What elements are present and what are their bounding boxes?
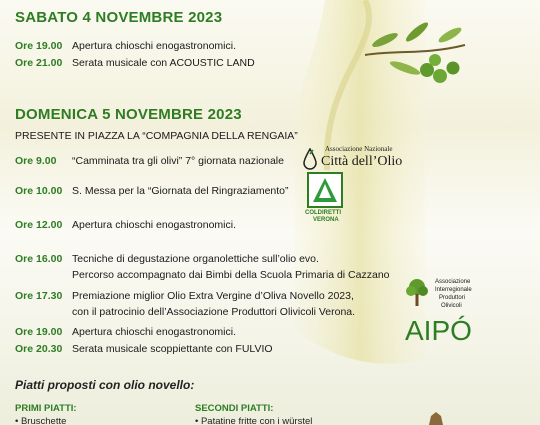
saturday-time-2: Ore 21.00 (15, 57, 63, 69)
sunday-event-5: Premiazione miglior Olio Extra Vergine d’Oliva Novello 2023, (72, 290, 354, 302)
sunday-time-5: Ore 17.30 (15, 290, 63, 302)
aipo-line-3: Produttori (439, 295, 466, 301)
emblem-icon (427, 412, 445, 425)
sunday-intro: PRESENTE IN PIAZZA LA “COMPAGNIA DELLA RENGAIA” (15, 130, 298, 142)
sunday-time-4: Ore 16.00 (15, 253, 63, 265)
olive-branch-icon (355, 10, 470, 100)
saturday-event-1: Apertura chioschi enogastronomici. (72, 40, 237, 52)
sunday-time-2: Ore 10.00 (15, 185, 63, 197)
coldiretti-emblem-icon (307, 172, 343, 208)
aipo-line-2: Interregionale (435, 287, 472, 293)
olive-drop-icon (303, 148, 317, 170)
first-course-item: • Bruschette (15, 416, 67, 425)
sunday-time-6: Ore 19.00 (15, 326, 63, 338)
aipo-line-1: Associazione (435, 279, 471, 285)
sunday-time-1: Ore 9.00 (15, 155, 57, 167)
second-course-item: • Patatine fritte con i würstel (195, 416, 313, 425)
saturday-time-1: Ore 19.00 (15, 40, 63, 52)
coldiretti-verona-logo (305, 172, 345, 227)
aipo-logo (405, 277, 495, 352)
saturday-event-2: Serata musicale con ACOUSTIC LAND (72, 57, 255, 69)
sunday-event-5-line-2: con il patrocinio dell’Associazione Produttori Olivicoli Verona. (72, 306, 356, 318)
sunday-title: DOMENICA 5 NOVEMBRE 2023 (15, 106, 242, 123)
dishes-title: Piatti proposti con olio novello: (15, 378, 195, 392)
sunday-time-3: Ore 12.00 (15, 219, 63, 231)
citta-dell-olio-logo (303, 143, 403, 173)
sunday-event-3: Apertura chioschi enogastronomici. (72, 219, 237, 231)
sunday-event-1: “Camminata tra gli olivi” 7° giornata nazionale (72, 155, 284, 167)
coldiretti-line-1: COLDIRETTI (305, 210, 341, 216)
sunday-time-7: Ore 20.30 (15, 343, 63, 355)
coldiretti-line-2: VERONA (313, 217, 339, 223)
aipo-name: AIPÓ (405, 315, 472, 346)
sunday-event-6: Apertura chioschi enogastronomici. (72, 326, 237, 338)
sunday-event-2: S. Messa per la “Giornata del Ringraziamento” (72, 185, 289, 197)
sunday-event-4-line-2: Percorso accompagnato dai Bimbi della Scuola Primaria di Cazzano (72, 269, 390, 281)
citta-logo-line-2: Città dell’Olio (321, 154, 403, 169)
olive-tree-icon (405, 277, 429, 309)
aipo-line-4: Olivicoli (441, 303, 462, 309)
second-courses-label: SECONDI PIATTI: (195, 403, 274, 414)
sunday-event-7: Serata musicale scoppiettante con FULVIO (72, 343, 273, 355)
citta-logo-line-1: Associazione Nazionale (325, 145, 393, 153)
sunday-event-4: Tecniche di degustazione organolettiche sull’olio evo. (72, 253, 319, 265)
first-courses-label: PRIMI PIATTI: (15, 403, 77, 414)
saturday-title: SABATO 4 NOVEMBRE 2023 (15, 9, 223, 26)
